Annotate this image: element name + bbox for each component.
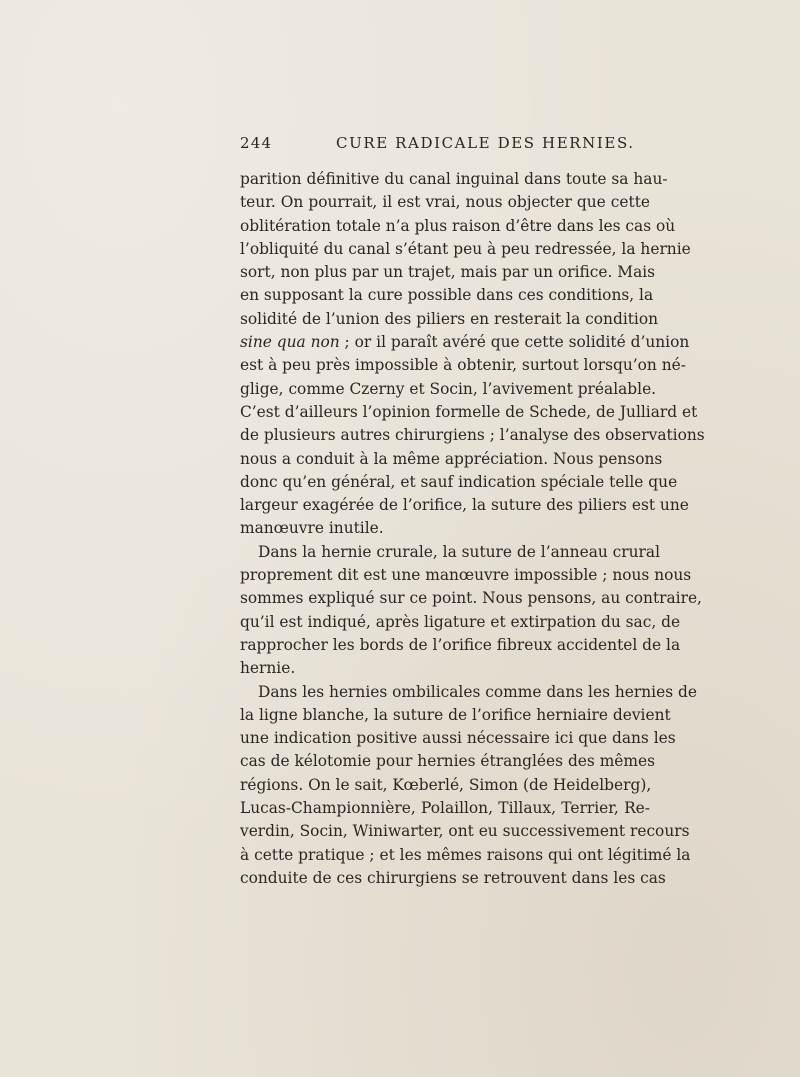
text-line: de plusieurs autres chirurgiens ; l’analyse des observations xyxy=(240,426,705,445)
text-line: la ligne blanche, la suture de l’orifice herniaire devient xyxy=(240,705,671,724)
text-line: teur. On pourrait, il est vrai, nous objecter que cette xyxy=(240,193,650,212)
text-line: Lucas-Championnière, Polaillon, Tillaux, Terrier, Re- xyxy=(240,799,650,818)
text-line: qu’il est indiqué, après ligature et extirpation du sac, de xyxy=(240,612,681,631)
text-line: C’est d’ailleurs l’opinion formelle de Schede, de Julliard et xyxy=(240,402,698,421)
body-text xyxy=(240,168,705,890)
text-line: solidité de l’union des piliers en resterait la condition xyxy=(240,309,659,328)
text-line: sommes expliqué sur ce point. Nous pensons, au contraire, xyxy=(240,589,702,608)
text-line: donc qu’en général, et sauf indication spéciale telle que xyxy=(240,472,678,491)
text-line: glige, comme Czerny et Socin, l’avivement préalable. xyxy=(240,379,657,398)
paragraph-3 xyxy=(240,681,697,891)
text-line: régions. On le sait, Kœberlé, Simon (de Heidelberg), xyxy=(240,775,652,794)
text-line: manœuvre inutile. xyxy=(240,519,384,538)
text-line: conduite de ces chirurgiens se retrouvent dans les cas xyxy=(240,868,666,887)
text-line: l’obliquité du canal s’étant peu à peu redressée, la hernie xyxy=(240,239,691,258)
text-line: à cette pratique ; et les mêmes raisons qui ont légitimé la xyxy=(240,845,691,864)
text-line: verdin, Socin, Winiwarter, ont eu successivement recours xyxy=(240,822,690,841)
text-line: hernie. xyxy=(240,659,296,678)
text-line: proprement dit est une manœuvre impossible ; nous nous xyxy=(240,566,692,585)
text-line: nous a conduit à la même appréciation. Nous pensons xyxy=(240,449,663,468)
paragraph-2 xyxy=(240,541,702,681)
text-line: en supposant la cure possible dans ces conditions, la xyxy=(240,286,654,305)
text-line: Dans les hernies ombilicales comme dans les hernies de xyxy=(258,682,697,701)
text-line: cas de kélotomie pour hernies étranglées des mêmes xyxy=(240,752,655,771)
paragraph-1 xyxy=(240,168,705,541)
text-line: rapprocher les bords de l’orifice fibreux accidentel de la xyxy=(240,635,681,654)
text-line: parition définitive du canal inguinal dans toute sa hau- xyxy=(240,170,668,188)
text-line: oblitération totale n’a plus raison d’être dans les cas où xyxy=(240,216,676,235)
text-line: largeur exagérée de l’orifice, la suture des piliers est une xyxy=(240,496,689,515)
page-number: 244 xyxy=(240,134,273,152)
text-line: une indication positive aussi nécessaire ici que dans les xyxy=(240,729,676,748)
text-line: Dans la hernie crurale, la suture de l’anneau crural xyxy=(258,542,661,561)
running-title: CURE RADICALE DES HERNIES. xyxy=(336,134,635,152)
text-line-italic-start: sine qua non ; or il paraît avéré que cette solidité d’union xyxy=(240,333,690,352)
text-line: sort, non plus par un trajet, mais par un orifice. Mais xyxy=(240,263,656,282)
running-head xyxy=(240,134,680,156)
text-line: est à peu près impossible à obtenir, surtout lorsqu’on né- xyxy=(240,356,686,375)
